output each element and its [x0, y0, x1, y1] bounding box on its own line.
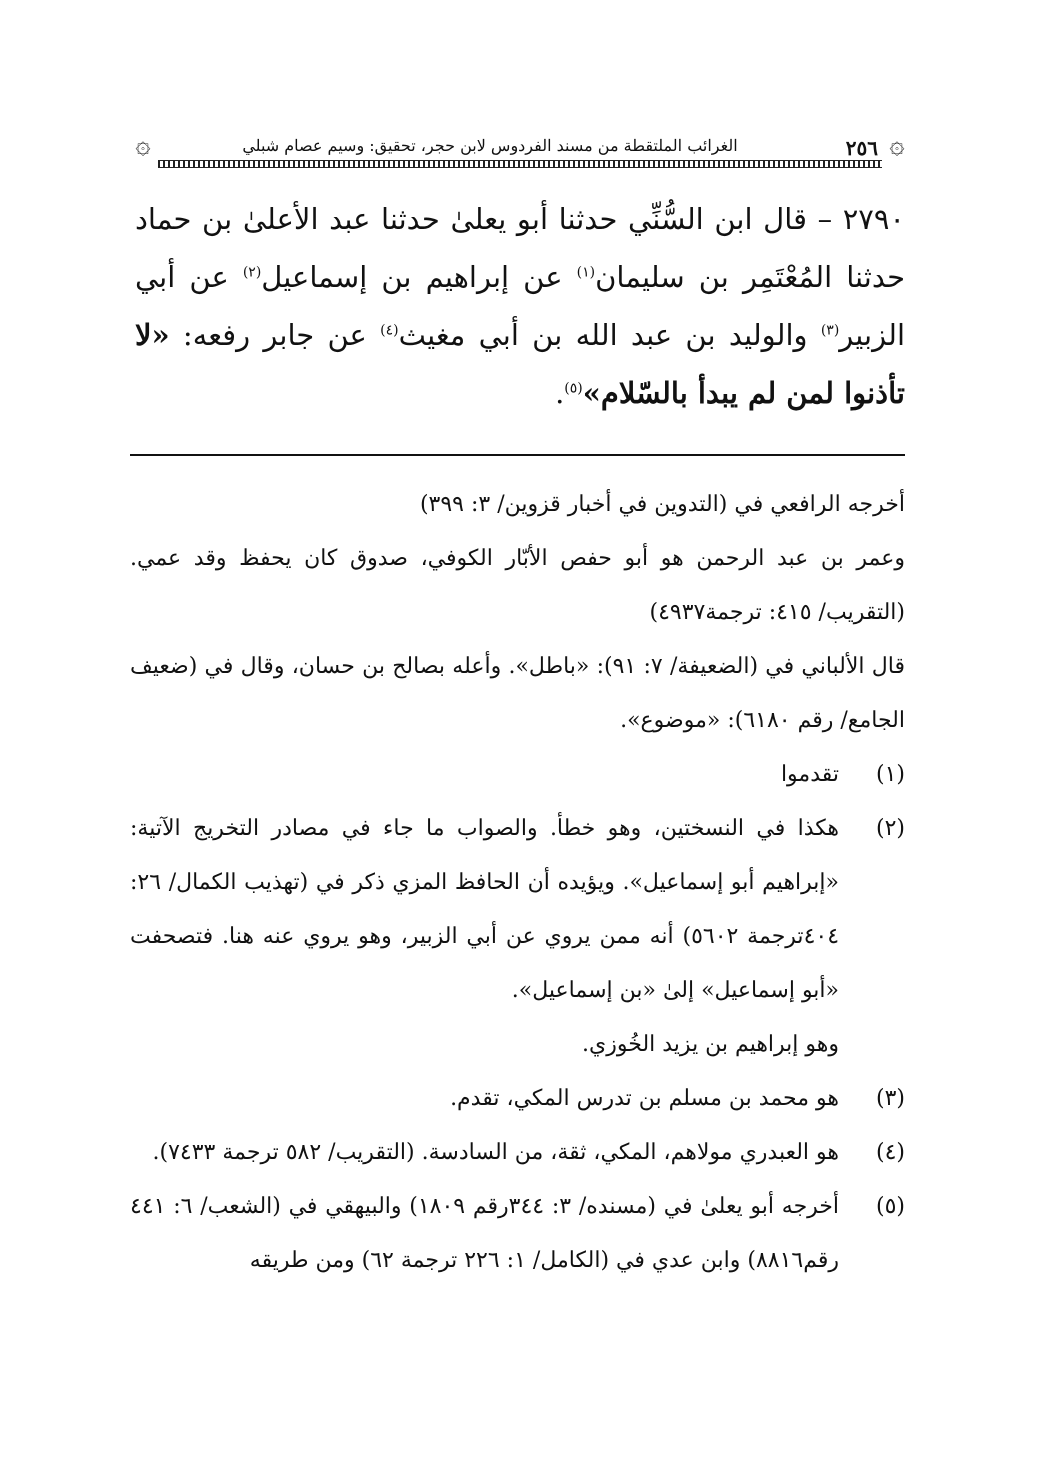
- footnote-2: [130, 802, 905, 1018]
- footnote-text: هو العبدري مولاهم، المكي، ثقة، من السادسة. (التقريب/ ٥٨٢ ترجمة ٧٤٣٣).: [152, 1140, 839, 1165]
- footnote-ref-5[interactable]: (٥): [564, 380, 583, 397]
- footnote-ref-3[interactable]: (٣): [820, 322, 840, 339]
- hadith-quote: «لا تأذنوا لمن لم يبدأ بالسّلام»: [135, 318, 905, 410]
- running-header: [130, 128, 910, 168]
- hadith-text: [135, 190, 905, 422]
- header-decorative-rule: [158, 160, 882, 168]
- footnote-number: [855, 1018, 905, 1072]
- footnote-number: (٢): [875, 816, 905, 841]
- ornament-left-icon: ۞: [135, 130, 151, 160]
- hadith-line-2a: حدثنا المُعْتَمِر بن سليمان: [595, 260, 906, 294]
- footnote-ref-4[interactable]: (٤): [380, 322, 399, 339]
- footnote-separator: [130, 454, 905, 456]
- hadith-line-3a: والوليد بن عبد الله بن أبي مغيث: [398, 318, 808, 352]
- takhrij-line-1: أخرجه الرافعي في (التدوين في أخبار قزوين/ ٣: ٣٩٩): [419, 492, 905, 517]
- footnote-text: هو محمد بن مسلم بن تدرس المكي، تقدم.: [450, 1086, 839, 1111]
- hadith-line-2c: عن أبي الزبير: [135, 260, 905, 352]
- hadith-line-3b: عن جابر رفعه:: [169, 318, 381, 352]
- footnote-text: وهو إبراهيم بن يزيد الخُوزي.: [582, 1032, 839, 1057]
- footnote-text: هكذا في النسختين، وهو خطأ. والصواب ما جاء في مصادر التخريج الآتية: «إبراهيم أبو إسماعيل». ويؤيده أن الحافظ المزي ذكر في (تهذيب الكمال/ ٢٦: ٤٠٤ترجمة ٥٦٠٢) أنه ممن يروي عن أبي الزبير، وهو يروي عنه هنا. فتصحفت «أبو إسماعيل» إلىٰ «بن إسماعيل».: [130, 816, 840, 1003]
- hadith-line-2b: عن إبراهيم بن إسماعيل: [261, 260, 577, 294]
- hadith-end: .: [555, 376, 565, 410]
- footnote-3: [130, 1072, 905, 1126]
- takhrij-line-3: قال الألباني في (الضعيفة/ ٧: ٩١): «باطل». وأعله بصالح بن حسان، وقال في (ضعيف الجامع/ رقم ٦١٨٠): «موضوع».: [130, 654, 905, 733]
- footnote-number: (١): [875, 762, 905, 787]
- footnote-ref-2[interactable]: (٢): [242, 264, 262, 281]
- footnote-1: [130, 748, 905, 802]
- footnote-number: (٣): [875, 1086, 905, 1111]
- ornament-right-icon: ۞: [889, 130, 905, 160]
- footnotes: [130, 478, 905, 1288]
- footnote-number: (٤): [875, 1140, 905, 1165]
- footnote-2-continued: [130, 1018, 905, 1072]
- footnote-5: [130, 1180, 905, 1288]
- footnote-text: أخرجه أبو يعلىٰ في (مسنده/ ٣: ٣٤٤رقم ١٨٠٩) والبيهقي في (الشعب/ ٦: ٤٤١ رقم٨٨١٦) وابن عدي في (الكامل/ ١: ٢٢٦ ترجمة ٦٢) ومن طريقه: [130, 1194, 840, 1273]
- page-number: ٢٥٦: [845, 136, 878, 160]
- hadith-line-1: ٢٧٩٠ – قال ابن السُّنِّي حدثنا أبو يعلىٰ حدثنا عبد الأعلىٰ بن حماد: [135, 202, 905, 236]
- footnote-text: تقدموا: [780, 762, 839, 787]
- takhrij-line-2: وعمر بن عبد الرحمن هو أبو حفص الأبّار الكوفي، صدوق كان يحفظ وقد عمي. (التقريب/ ٤١٥: ترجمة٤٩٣٧): [130, 546, 905, 625]
- footnote-number: (٥): [875, 1194, 905, 1219]
- footnote-4: [130, 1126, 905, 1180]
- running-title: الغرائب الملتقطة من مسند الفردوس لابن حجر، تحقيق: وسيم عصام شبلي: [242, 136, 738, 155]
- footnote-ref-1[interactable]: (١): [576, 264, 596, 281]
